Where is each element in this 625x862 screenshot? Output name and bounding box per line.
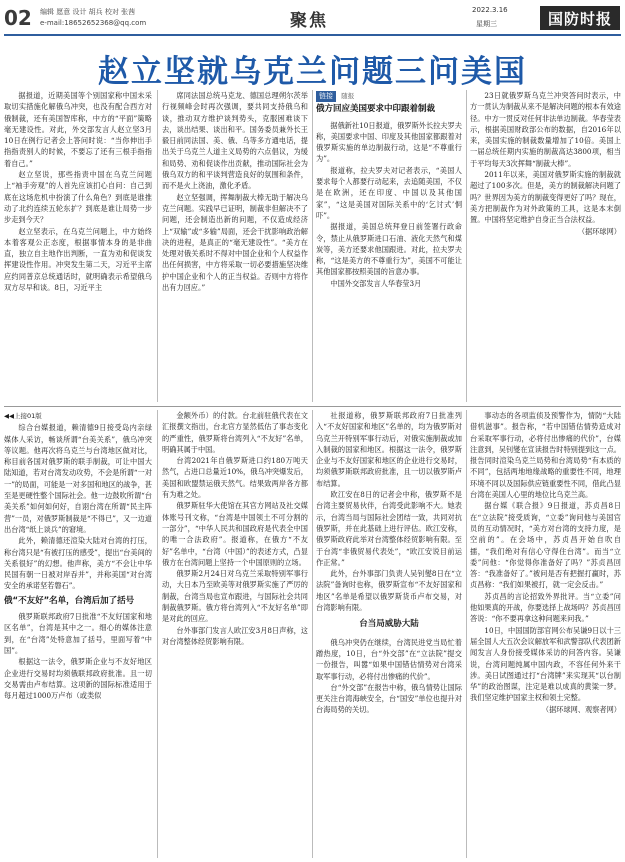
paragraph: 俄罗斯2月24日对乌克兰采取特别军事行动，大日本乃至欧美等对俄罗斯实施了严厉的制裁，台湾当局也宣布跟进，与国际社会共同制裁俄罗斯。俄方将台湾列入“不友好名单”即是对此的回应。 [162, 569, 308, 624]
sidebar-tag-text: 随报 [341, 92, 355, 100]
paragraph: 苏贞昌的言论招致外界批评。当“立委”问他如果真的开战，你要选择上战场吗？苏贞昌回答说：“你不要再拿这种问题来问我。” [470, 591, 621, 624]
sidebar-box [316, 90, 462, 402]
email-address: e-mail:18652652368@qq.com [40, 19, 147, 27]
paragraph: 赵立坚表示，在乌克兰问题上，中方始终本着客观公正态度，根据事情本身的是非曲直，独立自主地作出判断，一直为劝和促谈发挥建设性作用。冲突发生第二天，习近平主席应约同普京总统通话时，就明确表示希望俄乌双方尽早和谈。8日，习近平主 [4, 226, 152, 293]
column-divider [312, 90, 313, 402]
article-column-1 [4, 90, 152, 402]
article-byline: （据环球网） [577, 226, 621, 236]
paragraph: 欧江安在8日的记者会中称，俄罗斯不是台湾主要贸易伙伴，台湾受此影响不大。她表示，台湾当局与国际社会团结一致，共同对抗俄罗斯，并在此基础上进行评估。欧江安称，俄罗斯政府此举对台湾整体经贸影响有限。至于台湾“非俄贸易代表处”，“欧江安说目前运作正常。” [316, 490, 462, 567]
article-column-4 [470, 90, 621, 402]
paragraph: 中国外交部发言人华春莹3月 [330, 278, 422, 288]
sidebar-tag-row [316, 90, 462, 102]
paragraph: 23日就俄罗斯乌克兰冲突答问时表示，中方一贯认为制裁从来不是解决问题的根本有效途径。中方一贯反对任何非法单边制裁。华春莹表示，根据美国财政部公布的数据，自2016年以来，美国实施的制裁数量增加了10倍。美国上一届总统任期内实施的制裁高达3800项，相当于平均每天3次挥舞“制裁大棒”。 [470, 91, 621, 168]
paragraph: 席同法国总统马克龙、德国总理朔尔茨举行视频峰会时再次强调，要共同支持俄乌和谈，推动双方维护谈判势头，克服困难谈下去，谈出结果、谈出和平。国务委员兼外长王毅日前同法国、美、俄、乌等多方通电话，提出关于乌克兰人道主义局势的六点倡议，为缓和局势、劝和促谈作出贡献，推动国际社会为俄乌双方的和平谈判营造良好的氛围和条件，而不是火上浇油，激化矛盾。 [162, 91, 308, 191]
paragraph: 事动态的各项监侦及预警作为，情防“大陆借机滋事”。报告称，“若中国错估情势造成对台采取军事行动，必将付出惨痛的代价”，台媒注意到，吴钊燮在宣读报告时特别提到这一点。报告同时渲染乌克兰局势和台湾局势“有本质的不同”，包括两地地缘战略的重要性不同，地理环境不同以及国际供应链重要性不同，借此凸显台湾在美国人心里的地位比乌克兰高。 [470, 411, 621, 500]
section-divider [4, 406, 621, 407]
paragraph: 台外事部门发言人欧江安3月8日声称，这对台湾整体经贸影响有限。 [162, 625, 308, 646]
paragraph: 社报道称，俄罗斯联邦政府7日批准列入“不友好国家和地区”名单的，均为俄罗斯对乌克兰开特别军事行动后，对俄实施制裁或加入制裁的国家和地区。根据这一法令，俄罗斯企业与不友好国家和地区的企业进行交易时，均须俄罗斯联邦政府批准，且一切以俄罗斯卢布结算。 [316, 411, 462, 488]
bottom-subhead-2: 台当局威胁大陆 [359, 619, 419, 630]
sidebar-body [316, 120, 462, 289]
paragraph: 综合台媒报道，赖清德9日接受岛内亲绿媒体人采访，畅谈所谓“台美关系”，俄乌冲突等议题。他再次将乌克兰与台湾地区做对比，称目前各国对俄罗斯的联手制裁，可让中国大陆知道，若对台湾发动攻势，不会是所谓“一对一”的局面，可能是一对多国和地区的战争，甚至是更硬性整个国际社会。他一边鼓吹所谓“台美关系”如何如何好，自诩台湾在所谓“民主阵营”一员，对俄罗斯制裁是“不得已”，又一边道出台湾“纸上谈兵”的窘境。 [4, 423, 152, 534]
sidebar-tag: 链接 [316, 91, 336, 102]
column-divider [312, 410, 313, 858]
paragraph: 据报道，近期美国等个别国家称中国未采取切实措施化解俄乌冲突，也没有配合西方对俄制裁，还有美国智库称，中方的“平面”策略毫无建设性。对此，外交部发言人赵立坚3月10日在例行记者会上答问时说：“当你伸出手指指责别人的时候，不要忘了还有三根手指指着自己。” [4, 91, 152, 168]
paragraph: 赵立坚强调，挥舞制裁大棒无助于解决乌克兰问题。实践早已证明，制裁非但解决不了问题，还会制造出新的问题，不仅造成经济上“双输”或“多输”局面，还会干扰影响政治解决的进程，是真正的“毫无建设性”。“美方在处理对俄关系时不得对中国企业和个人权益作出任何损害，中方将采取一切必要措施坚决维护中国企业和个人的正当权益。否则中方将作出有力回应。” [162, 192, 308, 293]
column-divider [466, 410, 467, 858]
paragraph: 台湾2021年自俄罗斯进口约180万吨天然气，占进口总量近10%，俄乌冲突爆发后，美国和欧盟禁运俄天然气。结果致两岸各方都有为难之处。 [162, 456, 308, 500]
paragraph: 俄罗斯驻华大使馆在其官方网站及社交媒体账号刊文称，“台湾是中国领土不可分割的一部分”，“中华人民共和国政府是代表全中国的唯一合法政府”。报道称，在俄方“不友好”名单中，“台湾（中国）”的表述方式，凸显俄方在台湾问题上坚持一个中国原则的立场。 [162, 501, 308, 567]
editor-credits: 编辑 愿意 设计 胡兵 校对 张茜 [40, 8, 136, 16]
issue-date: 2022.3.16 [472, 6, 508, 14]
paragraph: 据报道，美国总统拜登日前签署行政命令，禁止从俄罗斯进口石油、液化天然气和煤炭等，美方还要求他国跟进。对此，拉夫罗夫称，“这是美方的不尊重行为”，美国不可能让其他国家都按照美国的旨意办事。 [316, 222, 462, 277]
header-divider [4, 34, 621, 36]
sidebar-title: 俄方回应美国要求中印跟着制裁 [316, 104, 436, 115]
column-divider [157, 410, 158, 858]
column-divider [466, 90, 467, 402]
issue-weekday: 星期三 [476, 20, 497, 28]
bottom-subhead-1: 俄“不友好”名单，台湾后加了括号 [4, 595, 135, 606]
paragraph: 2011年以来，美国对俄罗斯实施的制裁就超过了100多次。但是，美方的制裁解决问题了吗？世界因为美方的制裁变得更好了吗？现在，美方把制裁作为对外政策的工具，这是本末倒置。中国将坚定维护自身正当合法权益。 [470, 170, 621, 225]
newspaper-logo: 国防时报 [540, 6, 620, 30]
continuation-label: ◀◀上接01版 [4, 412, 42, 420]
bottom-byline: （据环球网、观察者网） [541, 704, 621, 714]
article-column-2 [162, 90, 308, 402]
bottom-column-1 [4, 410, 152, 858]
paragraph: 10日，中国国防部官网公布吴谦9日以十三届全国人大五次会议解放军和武警部队代表团新闻发言人身份接受媒体采访的问答内容。吴谦说，台湾问题纯属中国内政，不容任何外来干涉。美日试图通过打“台湾牌”来实现其“以台制华”的政治图谋，注定是难以成真的黄粱一梦。我们坚定维护国家主权和领土完整。 [470, 625, 621, 703]
paragraph: 赵立坚说，那些指责中国在乌克兰问题上“袖手旁观”的人首先应该扪心自问：自己到底在这场危机中扮演了什么角色？到底是谁推动了北约连续五轮东扩？到底是谁让局势一步步走到今天？ [4, 170, 152, 225]
column-divider [157, 90, 158, 402]
paragraph: 据俄新社10日报道，俄罗斯外长拉夫罗夫称，美国要求中国、印度及其他国家都跟着对俄罗斯实施的单边制裁行动，这是“不尊重行为”。 [316, 120, 462, 164]
main-headline: 赵立坚就乌克兰问题三问美国 [98, 54, 527, 90]
page-number: 02 [4, 6, 32, 30]
bottom-column-2 [162, 410, 308, 858]
paragraph: 此外，台外事部门负责人吴钊燮8日在“立法院”备询时也称，俄罗斯宣布“不友好国家和地区”名单是希望以俄罗斯货币卢布交易，对台湾影响有限。 [316, 569, 462, 613]
section-title: 聚焦 [290, 11, 328, 31]
paragraph: 此外，赖清德还渲染大陆对台湾的打压，称台湾只是“有被打压的感受”，提出“台美间的关系很好”的幻想。他声称，美方“不会让中华民国有朝一日被对岸吞并”，并称美国“对台湾安全的承诺坚若磐石”。 [4, 536, 152, 591]
paragraph: 台“外交部”在报告中称，俄乌情势让国际更关注台湾海峡安全，台“国安”单位也提升对台海局势的关切。 [316, 682, 462, 715]
paragraph: 根据这一法令，俄罗斯企业与不友好地区企业进行交易时均须俄联邦政府批准。且一切交易需由卢布结算。这项新的国际标准适用于每月超过1000万卢布（或类似 [4, 657, 152, 701]
paragraph: 据台媒《联合报》9日报道，苏贞昌8日在“立法院”接受质询，“立委”询问他与美国官员的互动情况时，“美方对台湾的支持力度，是空前的”。在会场中，苏贞昌开始自吹自擂，“我们绝对有信心守得住台湾”。而当“立委”问他：“你觉得你准备好了吗？”苏贞昌回答：“我准备好了。”被问是否有把握打赢时，苏贞昌称：“我们如果被打，就一定会反击。” [470, 501, 621, 590]
paragraph: 俄乌冲突仍在继续，台湾民进党当局忙着蹭热度，10日，台“外交部”在“立法院”提交一份报告，叫嚣“如果中国错估情势对台湾采取军事行动，必将付出惨痛的代价”。 [316, 637, 462, 681]
bottom-column-3 [316, 410, 462, 858]
page-header [0, 0, 625, 34]
paragraph: 报道称，拉夫罗夫对记者表示，“美国人要求每个人都要行动起来，去追随美国，不仅是在欧洲，还在印度、中国以及其他国家”，“这是美国对国际关系中的‘乞讨式’恫吓”。 [316, 165, 462, 220]
paragraph: 金额外币）的付款。台北前驻俄代表在文汇报撰文指出，台北官方显然低估了事态变化的严重性，俄罗斯将台湾列入“不友好”名单，明确其属于中国。 [162, 411, 308, 454]
paragraph: 俄罗斯联邦政府7日批准“不友好国家和地区名单”，台湾是其中之一。细心的媒体注意到，在“台湾”处特意加了括号，里面写着“中国”。 [4, 612, 152, 655]
bottom-column-4 [470, 410, 621, 858]
